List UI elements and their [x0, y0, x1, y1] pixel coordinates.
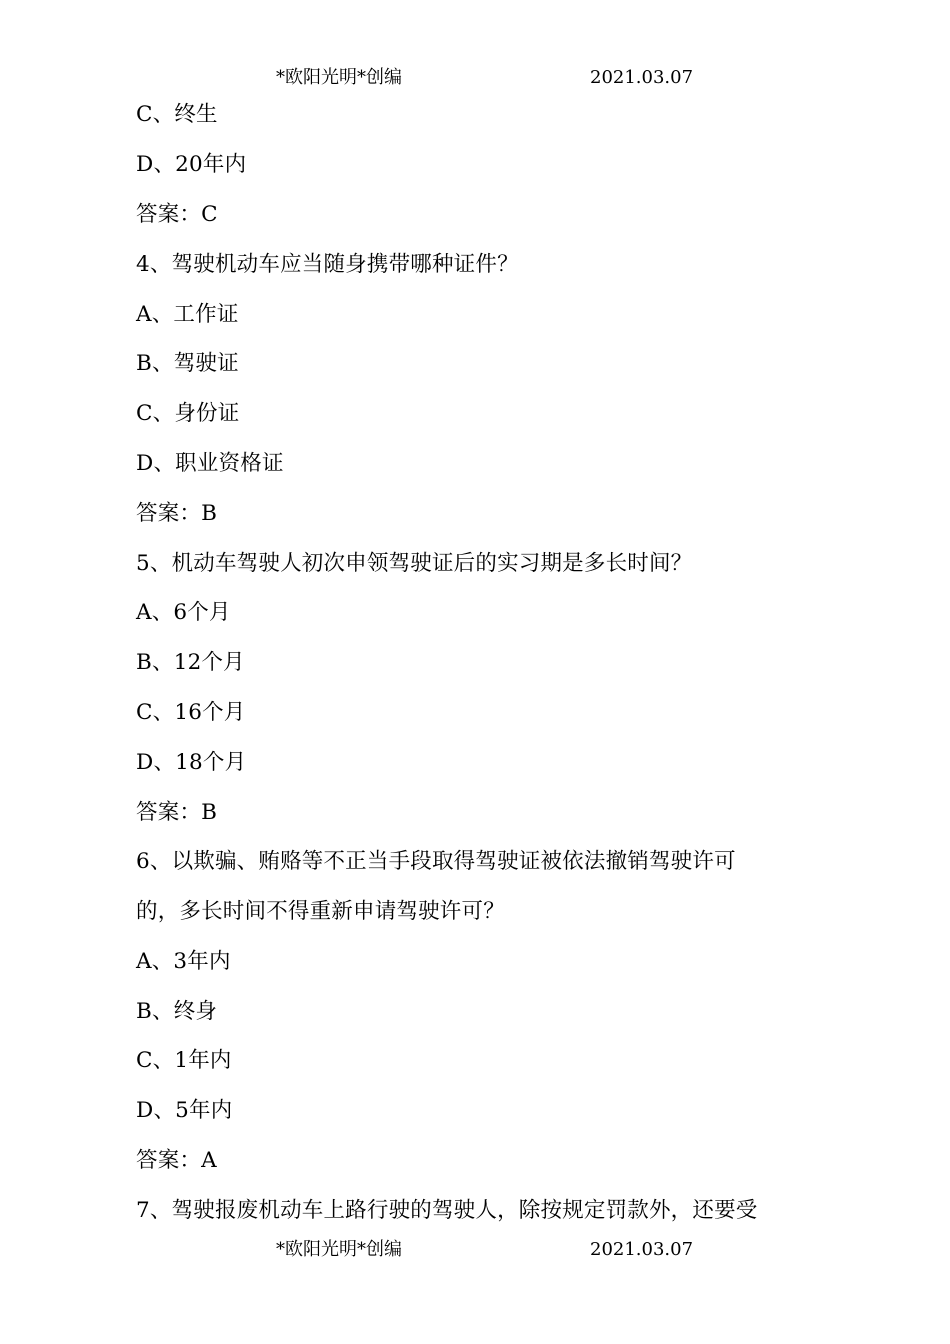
text-line: B、12个月: [136, 650, 245, 675]
footer-author: *欧阳光明*创编: [276, 1239, 402, 1260]
text-line: 答案：B: [136, 800, 218, 825]
text-line: 5、机动车驾驶人初次申领驾驶证后的实习期是多长时间？: [136, 551, 693, 576]
text-line: D、18个月: [136, 750, 247, 775]
text-line: C、身份证: [136, 401, 240, 426]
text-line: 答案：C: [136, 202, 218, 227]
footer-date: 2021.03.07: [590, 1239, 694, 1260]
text-line: A、3年内: [136, 949, 231, 974]
text-line: 6、以欺骗、贿赂等不正当手段取得驾驶证被依法撤销驾驶许可: [136, 849, 736, 874]
text-line: D、20年内: [136, 152, 247, 177]
text-line: C、1年内: [136, 1048, 232, 1073]
header-date: 2021.03.07: [590, 67, 694, 88]
text-line: A、工作证: [136, 302, 239, 327]
text-line: 4、驾驶机动车应当随身携带哪种证件？: [136, 252, 519, 277]
text-line: A、6个月: [136, 600, 231, 625]
text-line: 的，多长时间不得重新申请驾驶许可？: [136, 899, 505, 924]
text-line: C、16个月: [136, 700, 246, 725]
text-line: C、终生: [136, 102, 218, 127]
text-line: 答案：A: [136, 1148, 217, 1173]
text-line: B、驾驶证: [136, 351, 239, 376]
text-line: B、终身: [136, 999, 218, 1024]
text-line: 7、驾驶报废机动车上路行驶的驾驶人，除按规定罚款外，还要受: [136, 1198, 758, 1223]
header-author: *欧阳光明*创编: [276, 67, 402, 88]
text-line: D、职业资格证: [136, 451, 284, 476]
text-line: 答案：B: [136, 501, 218, 526]
text-line: D、5年内: [136, 1098, 233, 1123]
